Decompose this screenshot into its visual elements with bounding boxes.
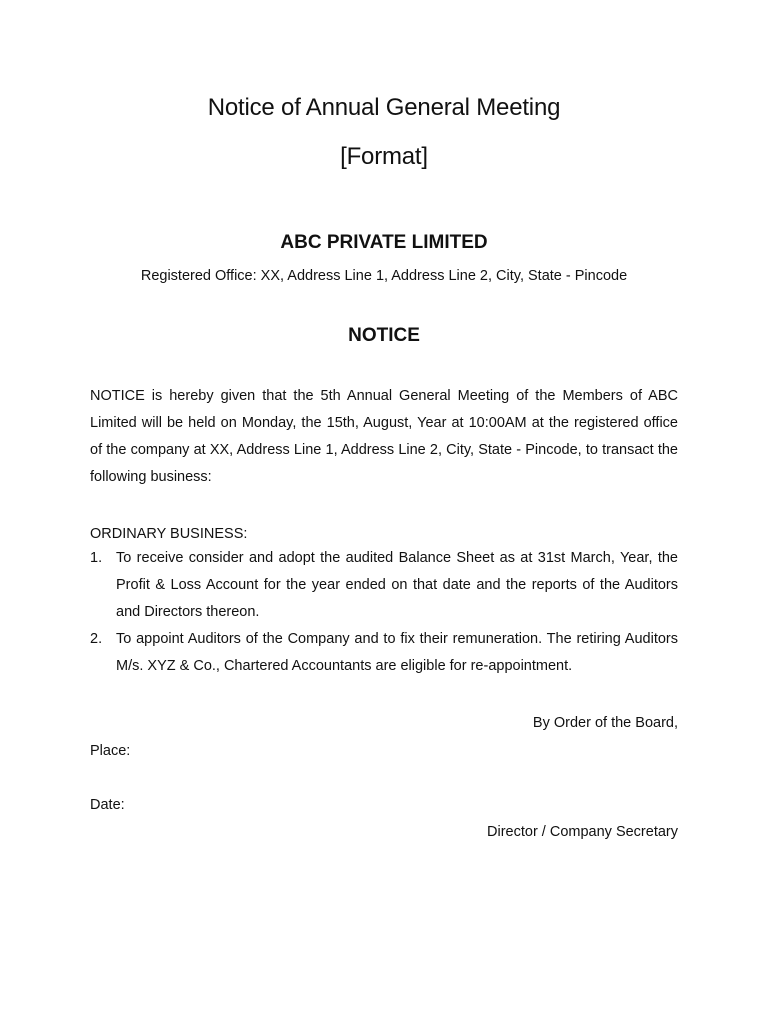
place-label: Place:	[90, 743, 131, 759]
registered-office: Registered Office: XX, Address Line 1, Address Line 2, City, State - Pincode	[140, 268, 628, 284]
document-title: Notice of Annual General Meeting	[207, 94, 561, 121]
list-item-text: To receive consider and adopt the audited Balance Sheet as at 31st March, Year, the Profit & Loss Account for the year ended on that date and the reports of the Auditors and Directors thereon.	[116, 550, 678, 620]
list-item	[90, 545, 678, 626]
list-item	[90, 626, 678, 680]
document-subtitle: [Format]	[340, 143, 428, 170]
list-item-text: To appoint Auditors of the Company and to fix their remuneration. The retiring Auditors M/s. XYZ & Co., Chartered Accountants are eligible for re-appointment.	[116, 631, 678, 674]
notice-body: NOTICE is hereby given that the 5th Annual General Meeting of the Members of ABC Limited will be held on Monday, the 15th, August, Year at 10:00AM at the registered office of the company at XX, Address Line 1, Address Line 2, City, State - Pincode, to transact the following business:	[90, 388, 678, 485]
company-name: ABC PRIVATE LIMITED	[280, 232, 488, 253]
ordinary-business-list	[90, 545, 678, 680]
list-item-number: 1.	[90, 550, 103, 566]
date-label: Date:	[90, 797, 125, 813]
ordinary-business-label: ORDINARY BUSINESS:	[90, 526, 248, 542]
list-item-number: 2.	[90, 631, 103, 647]
notice-heading: NOTICE	[348, 325, 420, 346]
by-order-of-board: By Order of the Board,	[532, 715, 678, 731]
signatory: Director / Company Secretary	[487, 824, 678, 840]
